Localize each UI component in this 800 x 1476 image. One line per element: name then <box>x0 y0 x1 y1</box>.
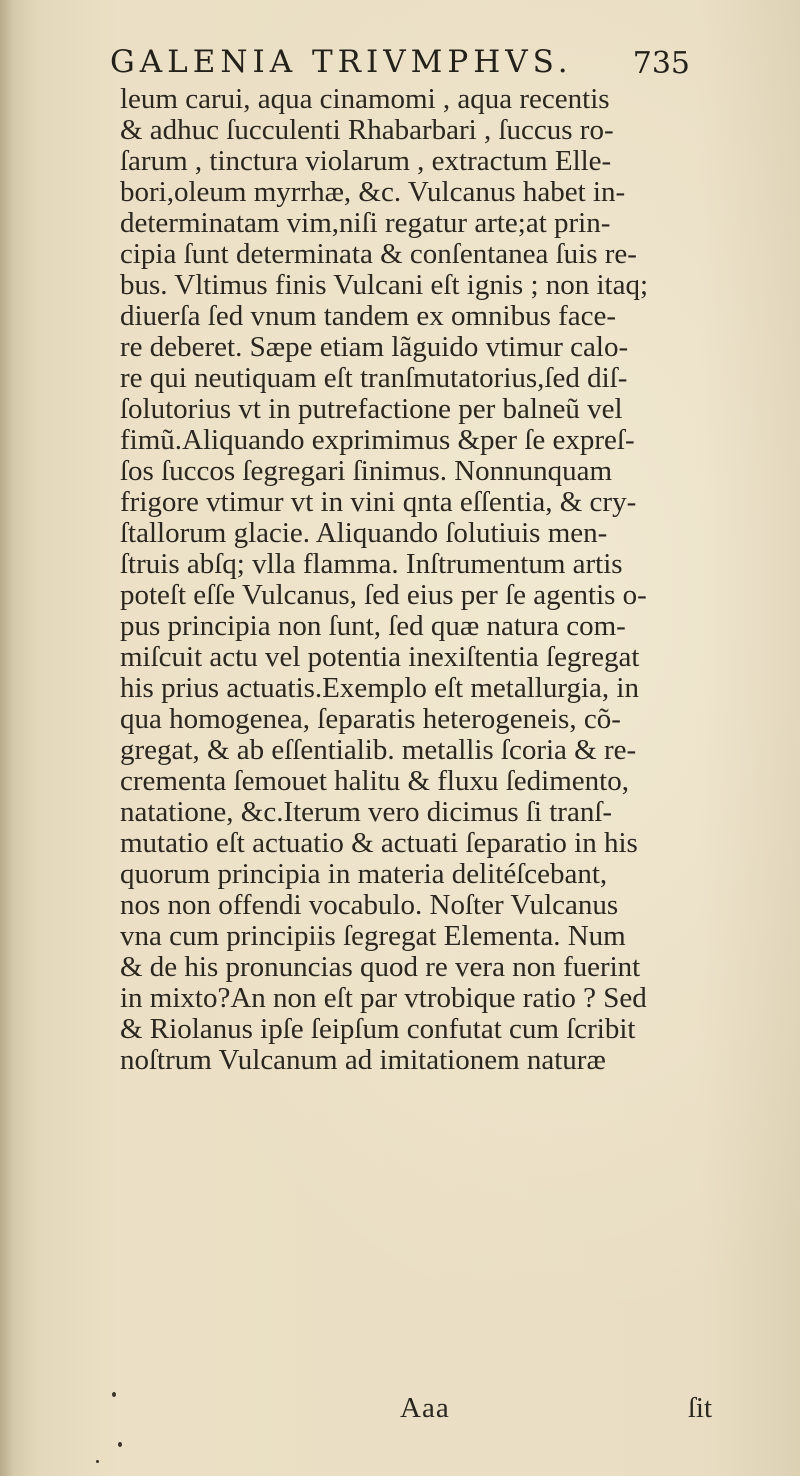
ink-speck <box>96 1460 99 1463</box>
text-line: & de his pronuncias quod re vera non fuerint <box>120 951 641 983</box>
text-line: & adhuc ſucculenti Rhabarbari , ſuccus ro- <box>120 114 614 146</box>
text-line: noſtrum Vulcanum ad imitationem naturæ <box>120 1044 606 1076</box>
text-line: leum carui, aqua cinamomi , aqua recentis <box>120 83 610 115</box>
text-line: his prius actuatis.Exemplo eſt metallurgia, in <box>120 672 639 704</box>
text-line: determinatam vim,niſi regatur arte;at prin- <box>120 207 611 239</box>
text-line: fimũ.Aliquando exprimimus &per ſe expreſ- <box>120 424 635 456</box>
text-line: qua homogenea, ſeparatis heterogeneis, cõ- <box>120 703 621 735</box>
page-number: 735 <box>632 46 690 81</box>
text-line: bori,oleum myrrhæ, &c. Vulcanus habet in- <box>120 176 626 208</box>
text-line: bus. Vltimus finis Vulcani eſt ignis ; non itaq; <box>120 269 649 301</box>
text-line: gregat, & ab eſſentialib. metallis ſcoria & re- <box>120 734 637 766</box>
text-line: in mixto?An non eſt par vtrobique ratio ? Sed <box>120 982 647 1014</box>
text-line: ſtallorum glacie. Aliquando ſolutiuis men- <box>120 517 608 549</box>
text-line: ſos ſuccos ſegregari ſinimus. Nonnunquam <box>120 455 613 487</box>
page-footer <box>120 1392 720 1424</box>
text-line: nos non offendi vocabulo. Noſter Vulcanus <box>120 889 619 921</box>
page-gutter <box>0 0 14 1476</box>
text-line: frigore vtimur vt in vini qnta eſſentia, & cry- <box>120 486 637 518</box>
text-line: cipia ſunt determinata & conſentanea ſuis re- <box>120 238 637 270</box>
text-line: re deberet. Sæpe etiam lãguido vtimur calo- <box>120 331 629 363</box>
ink-speck <box>112 1392 116 1397</box>
text-line: re qui neutiquam eſt tranſmutatorius,ſed diſ- <box>120 362 628 394</box>
text-line: ſtruis abſq; vlla flamma. Inſtrumentum artis <box>120 548 623 580</box>
text-line: natatione, &c.Iterum vero dicimus ſi tranſ- <box>120 796 613 828</box>
body-text <box>120 84 720 1076</box>
ink-speck <box>118 1442 122 1447</box>
running-title: GALENIA TRIVMPHVS. <box>110 44 573 80</box>
catchword: ſit <box>687 1392 712 1424</box>
text-line: poteſt eſſe Vulcanus, ſed eius per ſe agentis o- <box>120 579 647 611</box>
text-line: & Riolanus ipſe ſeipſum confutat cum ſcribit <box>120 1013 636 1045</box>
signature-mark: Aaa <box>400 1392 450 1424</box>
text-line: quorum principia in materia delitéſcebant, <box>120 858 608 890</box>
text-line: ſolutorius vt in putrefactione per balneũ vel <box>120 393 623 425</box>
text-line: vna cum principiis ſegregat Elementa. Num <box>120 920 626 952</box>
text-line: crementa ſemouet halitu & fluxu ſedimento, <box>120 765 629 797</box>
text-line: diuerſa ſed vnum tandem ex omnibus face- <box>120 300 617 332</box>
text-line: ſarum , tinctura violarum , extractum Elle- <box>120 145 612 177</box>
text-line: mutatio eſt actuatio & actuati ſeparatio in his <box>120 827 638 859</box>
text-line: pus principia non ſunt, ſed quæ natura com- <box>120 610 626 642</box>
text-line: miſcuit actu vel potentia inexiſtentia ſegregat <box>120 641 640 673</box>
